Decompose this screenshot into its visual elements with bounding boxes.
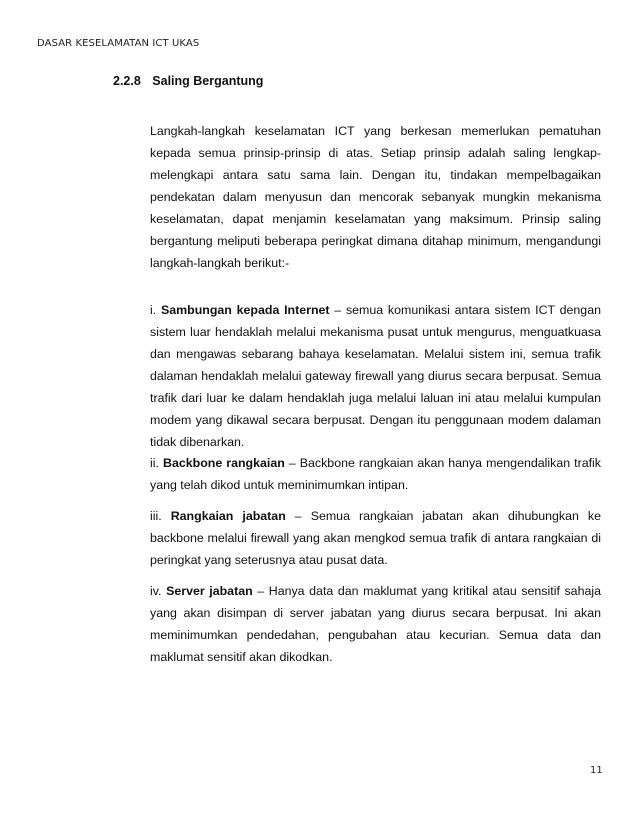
list-marker: iii.: [150, 509, 162, 523]
list-separator: –: [285, 509, 311, 523]
section-heading: [113, 74, 263, 88]
list-item-ii: [150, 452, 601, 496]
list-text: semua komunikasi antara sistem ICT dengan sistem luar hendaklah melalui mekanisma pusat untuk mengurus, menguatkuasa dan mengawas sebarang bahaya keselamatan. Melalui sistem ini, semua trafik dalaman hendaklah melalui gateway firewall yang diurus secara berpusat. Semua trafik dari luar ke dalam hendaklah juga melalui laluan ini atau melalui kumpulan modem yang dikawal secara berpusat. Dengan itu penggunaan modem dalaman tidak dibenarkan.: [150, 303, 601, 449]
list-term: Server jabatan: [166, 584, 253, 598]
list-item-iv: [150, 580, 601, 668]
list-separator: –: [252, 584, 269, 598]
list-term: Sambungan kepada Internet: [160, 303, 330, 317]
section-number: 2.2.8: [113, 74, 141, 88]
list-item-iii: [150, 505, 601, 571]
list-text: Semua rangkaian jabatan akan dihubungkan ke backbone melalui firewall yang akan mengkod semua trafik di antara rangkaian di peringkat yang seterusnya atau pusat data.: [150, 509, 602, 567]
list-separator: –: [329, 303, 346, 317]
page-number: 11: [590, 765, 603, 776]
list-term: Rangkaian jabatan: [170, 509, 286, 523]
list-marker: i.: [150, 303, 157, 317]
list-item-i: [150, 299, 601, 453]
list-marker: iv.: [150, 584, 162, 598]
list-text: Backbone rangkaian akan hanya mengendalikan trafik yang telah dikod untuk meminimumkan intipan.: [150, 456, 601, 492]
intro-paragraph: Langkah-langkah keselamatan ICT yang berkesan memerlukan pematuhan kepada semua prinsip-prinsip di atas. Setiap prinsip adalah saling lengkap-melengkapi antara satu sama lain. Dengan itu, tindakan mempelbagaikan pendekatan dalam menyusun dan mencorak sebanyak mungkin mekanisma keselamatan, dapat menjamin keselamatan yang maksimum. Prinsip saling bergantung meliputi beberapa peringkat dimana ditahap minimum, mengandungi langkah-langkah berikut:-: [150, 124, 601, 270]
running-header: DASAR KESELAMATAN ICT UKAS: [37, 38, 200, 49]
list-marker: ii.: [150, 456, 159, 470]
list-text: Hanya data dan maklumat yang kritikal atau sensitif sahaja yang akan disimpan di server jabatan yang diurus secara berpusat. Ini akan meminimumkan pendedahan, pengubahan atau kecurian. Semua data dan maklumat sensitif akan dikodkan.: [150, 584, 602, 664]
list-separator: –: [284, 456, 300, 470]
section-title: Saling Bergantung: [152, 74, 264, 88]
list-term: Backbone rangkaian: [163, 456, 285, 470]
